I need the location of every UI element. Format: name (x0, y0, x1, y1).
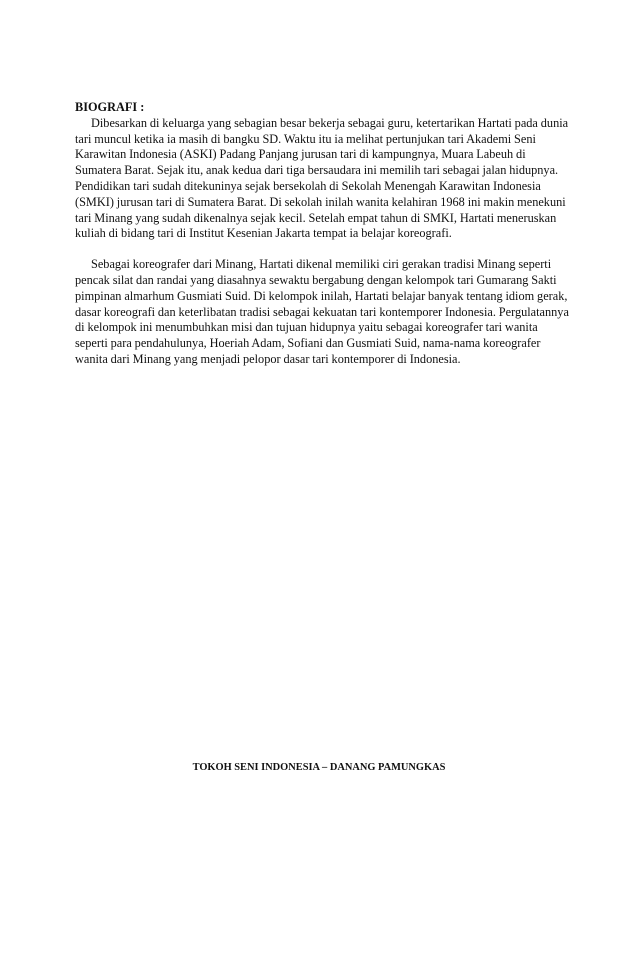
paragraph-1: Dibesarkan di keluarga yang sebagian besar bekerja sebagai guru, ketertarikan Hartati pada dunia tari muncul ketika ia masih di bangku SD. Waktu itu ia melihat pertunjukan tari Akademi Seni Karawitan Indonesia (ASKI) Padang Panjang jurusan tari di kampungnya, Muara Labeuh di Sumatera Barat. Sejak itu, anak kedua dari tiga bersaudara ini memilih tari sebagai jalan hidupnya. Pendidikan tari sudah ditekuninya sejak bersekolah di Sekolah Menengah Karawitan Indonesia (SMKI) jurusan tari di Sumatera Barat. Di sekolah inilah wanita kelahiran 1968 ini makin menekuni tari Minang yang sudah dikenalnya sejak kecil. Setelah empat tahun di SMKI, Hartati meneruskan kuliah di bidang tari di Institut Kesenian Jakarta tempat ia belajar koreografi. (75, 115, 569, 241)
document-body (75, 100, 569, 368)
footer-text: TOKOH SENI INDONESIA – DANANG PAMUNGKAS (192, 762, 446, 773)
paragraph-2: Sebagai koreografer dari Minang, Hartati dikenal memiliki ciri gerakan tradisi Minang seperti pencak silat dan randai yang diasahnya sewaktu bergabung dengan kelompok tari Gumarang Sakti pimpinan almarhum Gusmiati Suid. Di kelompok inilah, Hartati belajar banyak tentang idiom gerak, dasar koreografi dan keterlibatan tradisi sebagai kekuatan tari kontemporer Indonesia. Pergulatannya di kelompok ini menumbuhkan misi dan tujuan hidupnya yaitu sebagai koreografer tari wanita seperti para pendahulunya, Hoeriah Adam, Sofiani dan Gusmiati Suid, nama-nama koreografer wanita dari Minang yang menjadi pelopor dasar tari kontemporer di Indonesia. (75, 257, 569, 366)
page-footer (0, 762, 638, 773)
section-heading: BIOGRAFI : (75, 100, 145, 114)
